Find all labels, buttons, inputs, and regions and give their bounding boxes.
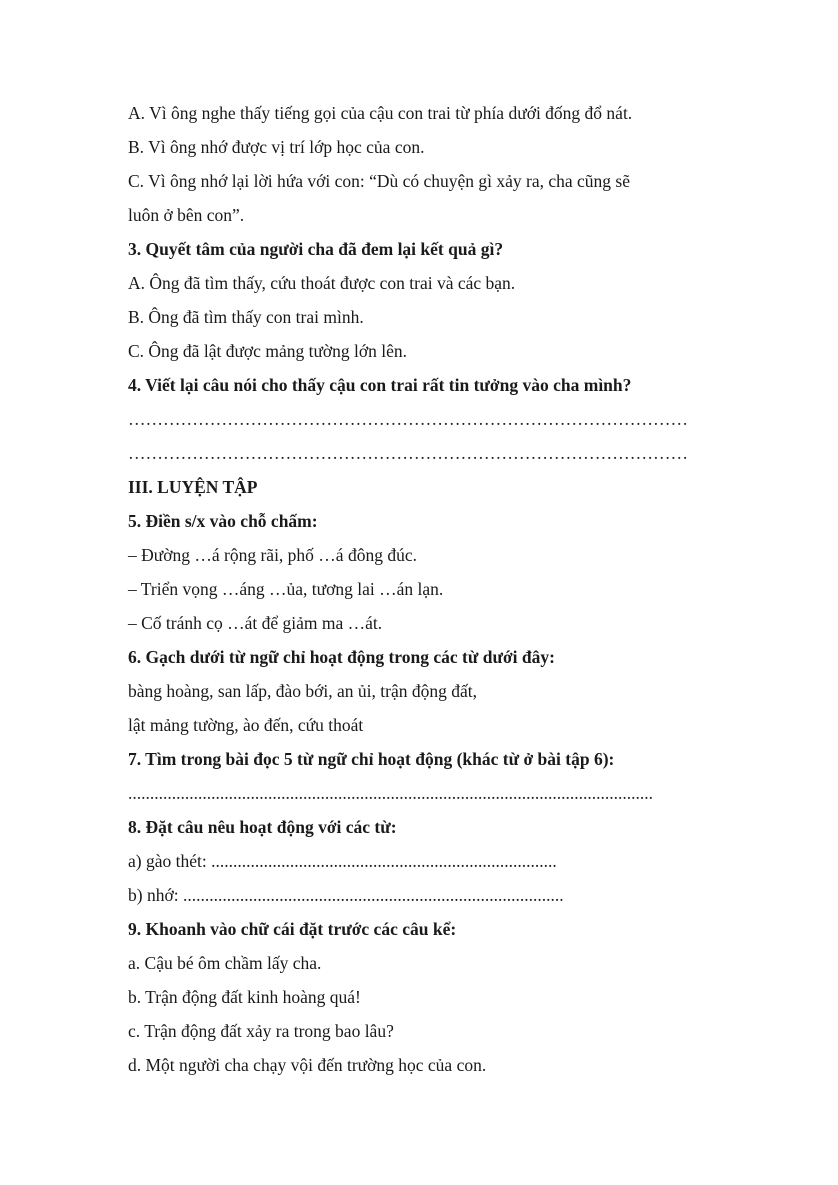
question-5-heading: 5. Điền s/x vào chỗ chấm:	[128, 511, 318, 531]
option-line: B. Ông đã tìm thấy con trai mình.	[128, 307, 364, 327]
sentence-prompt-line: b) nhớ: .......................................................................................	[128, 885, 564, 905]
answer-dotted-line: ……………………………………………………………………………………	[128, 443, 688, 463]
option-line: A. Vì ông nghe thấy tiếng gọi của cậu con trai từ phía dưới đống đổ nát.	[128, 103, 633, 123]
option-line: A. Ông đã tìm thấy, cứu thoát được con trai và các bạn.	[128, 273, 516, 293]
question-9-heading: 9. Khoanh vào chữ cái đặt trước các câu kể:	[128, 919, 457, 939]
question-8-heading: 8. Đặt câu nêu hoạt động với các từ:	[128, 817, 397, 837]
sentence-prompt-line: a) gào thét: ...............................................................................	[128, 851, 557, 871]
option-line: b. Trận động đất kinh hoàng quá!	[128, 987, 361, 1007]
answer-dotted-line: ........................................................................................................................	[128, 783, 653, 803]
document-page	[128, 96, 718, 1082]
option-line: a. Cậu bé ôm chầm lấy cha.	[128, 953, 322, 973]
word-list-line: bàng hoàng, san lấp, đào bới, an ủi, trận động đất,	[128, 681, 477, 701]
exercise-line: – Triển vọng …áng …ủa, tương lai …án lạn.	[128, 579, 444, 599]
question-6-heading: 6. Gạch dưới từ ngữ chỉ hoạt động trong các từ dưới đây:	[128, 647, 555, 667]
section-heading-practice: III. LUYỆN TẬP	[128, 477, 258, 497]
answer-dotted-line: ……………………………………………………………………………………	[128, 409, 688, 429]
question-4-heading: 4. Viết lại câu nói cho thấy cậu con trai rất tin tưởng vào cha mình?	[128, 375, 632, 395]
word-list-line: lật mảng tường, ào đến, cứu thoát	[128, 715, 364, 735]
question-3-heading: 3. Quyết tâm của người cha đã đem lại kết quả gì?	[128, 239, 504, 259]
option-line: d. Một người cha chạy vội đến trường học của con.	[128, 1055, 487, 1075]
option-line: C. Ông đã lật được mảng tường lớn lên.	[128, 341, 408, 361]
option-line-continued: luôn ở bên con”.	[128, 205, 245, 225]
exercise-line: – Đường …á rộng rãi, phố …á đông đúc.	[128, 545, 417, 565]
exercise-line: – Cố tránh cọ …át để giảm ma …át.	[128, 613, 383, 633]
question-7-heading: 7. Tìm trong bài đọc 5 từ ngữ chỉ hoạt động (khác từ ở bài tập 6):	[128, 749, 615, 769]
option-line: B. Vì ông nhớ được vị trí lớp học của con.	[128, 137, 425, 157]
option-line: C. Vì ông nhớ lại lời hứa với con: “Dù có chuyện gì xảy ra, cha cũng sẽ	[128, 171, 631, 191]
option-line: c. Trận động đất xảy ra trong bao lâu?	[128, 1021, 394, 1041]
